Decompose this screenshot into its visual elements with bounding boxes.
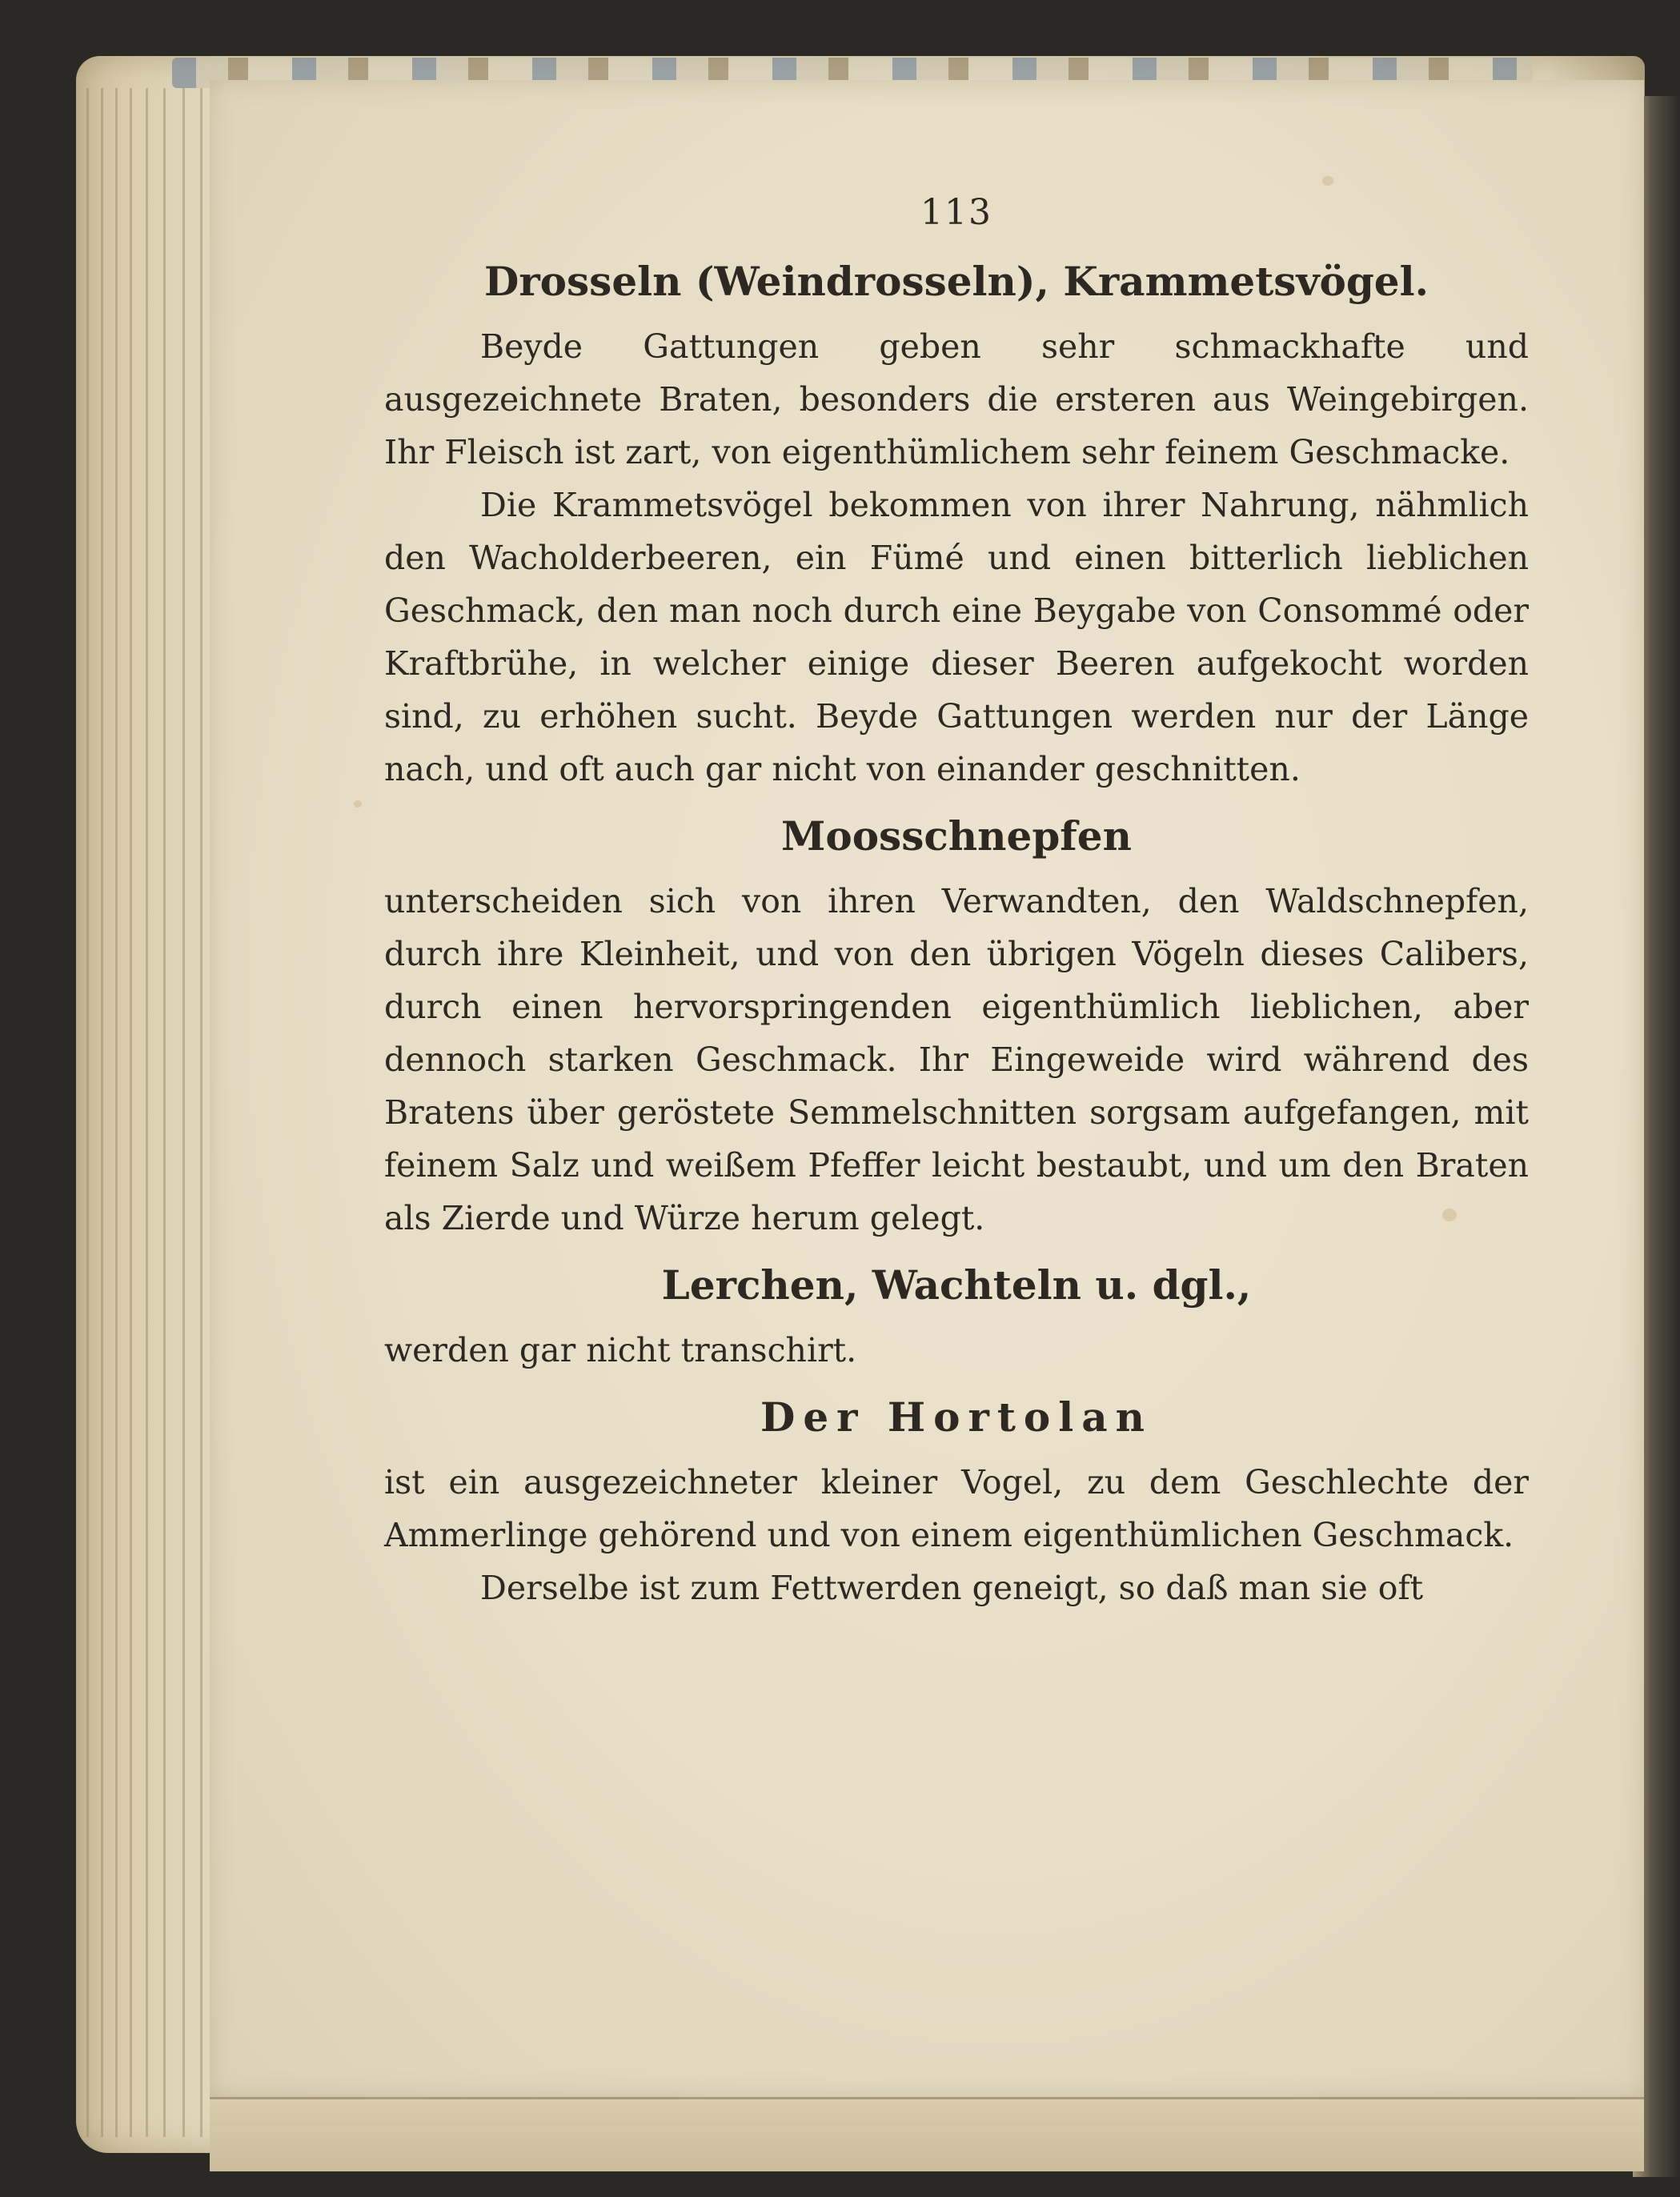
section-heading-moosschnepfen: Moosschnepfen bbox=[781, 812, 1132, 860]
paragraph: unterscheiden sich von ihren Verwandten, den Waldschnepfen, durch ihre Kleinheit, und von den übrigen Vögeln dieses Calibers, durch einen hervorspringenden eigenthümlich lieblichen, aber dennoch starken Geschmack. Ihr Eingeweide wird während des Bratens über geröstete Semmelschnitten sorgsam aufgefangen, mit feinem Salz und weißem Pfeffer leicht bestaubt, und um den Braten als Zierde und Würze herum gelegt. bbox=[384, 882, 1529, 1237]
paragraph: Beyde Gattungen geben sehr schmackhafte und ausgezeichnete Braten, besonders die ersteren aus Weingebirgen. Ihr Fleisch ist zart, von eigenthümlichem sehr feinem Geschmacke. bbox=[384, 327, 1529, 471]
page-number: 113 bbox=[920, 192, 992, 233]
paragraph: werden gar nicht transchirt. bbox=[384, 1331, 857, 1369]
section-heading-drosseln: Drosseln (Weindrosseln), Krammetsvögel. bbox=[483, 258, 1429, 305]
paragraph: Derselbe ist zum Fettwerden geneigt, so daß man sie oft bbox=[480, 1569, 1424, 1607]
page-bottom-edge bbox=[210, 2097, 1644, 2171]
paragraph: Die Krammetsvögel bekommen von ihrer Nahrung, nähmlich den Wacholderbeeren, ein Fümé und einen bitterlich lieblichen Geschmack, den man noch durch eine Beygabe von Consommé oder Kraftbrühe, in welcher einige dieser Beeren aufgekocht worden sind, zu erhöhen sucht. Beyde Gattungen werden nur der Länge nach, und oft auch gar nicht von einander geschnitten. bbox=[384, 486, 1529, 788]
page-stack-left bbox=[80, 88, 208, 2137]
section-heading-lerchen: Lerchen, Wachteln u. dgl., bbox=[661, 1261, 1252, 1309]
page-text bbox=[384, 192, 1529, 1614]
section-heading-hortolan: Der Hortolan bbox=[760, 1393, 1153, 1441]
paragraph: ist ein ausgezeichneter kleiner Vogel, zu dem Geschlechte der Ammerlinge gehörend und von einem eigenthümlichen Geschmack. bbox=[384, 1463, 1529, 1554]
